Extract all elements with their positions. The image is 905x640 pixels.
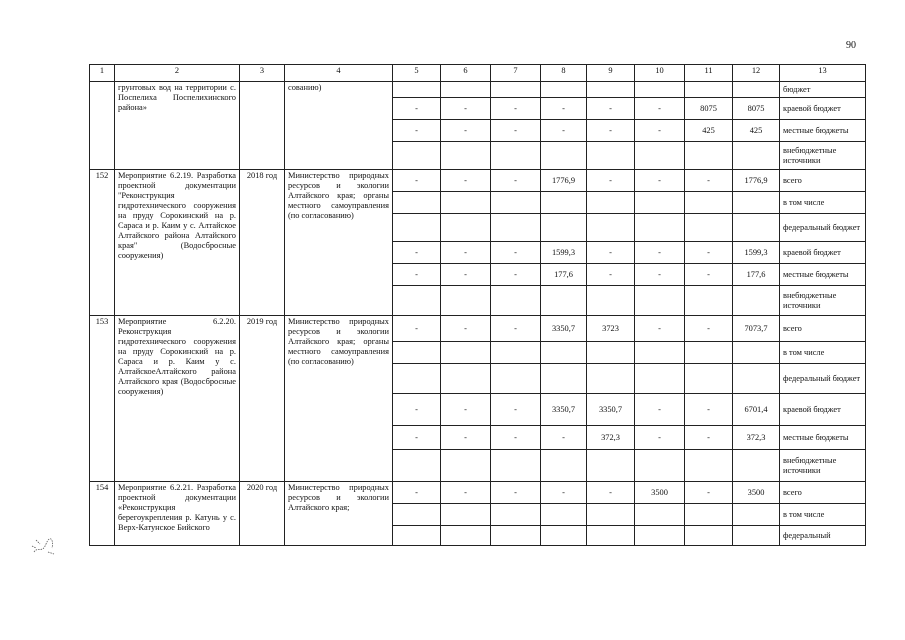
value-cell-col-6 <box>441 504 491 526</box>
value-cell-col-11 <box>685 450 733 482</box>
value-cell-col-8 <box>541 342 587 364</box>
value-cell-col-11 <box>685 142 733 170</box>
value-cell-col-7 <box>491 142 541 170</box>
value-cell-col-7 <box>491 504 541 526</box>
funding-source: внебюджетные источники <box>780 450 866 482</box>
value-cell-col-6: - <box>441 426 491 450</box>
value-cell-col-8: - <box>541 482 587 504</box>
value-cell-col-7 <box>491 364 541 394</box>
value-cell-col-9: - <box>587 264 635 286</box>
value-cell-col-5 <box>393 82 441 98</box>
value-cell-col-10: - <box>635 242 685 264</box>
value-cell-col-6: - <box>441 170 491 192</box>
measure-year: 2018 год <box>240 170 285 316</box>
funding-source: местные бюджеты <box>780 426 866 450</box>
value-cell-col-6: - <box>441 242 491 264</box>
measure-executor: Министерство природных ресурсов и экологии Алтайского края; <box>285 482 393 546</box>
value-cell-col-11: - <box>685 242 733 264</box>
value-cell-col-9 <box>587 342 635 364</box>
value-cell-col-6: - <box>441 120 491 142</box>
value-cell-col-9: - <box>587 242 635 264</box>
value-cell-col-6: - <box>441 394 491 426</box>
header-cell-4: 4 <box>285 65 393 82</box>
funding-source: в том числе <box>780 504 866 526</box>
header-cell-9: 9 <box>587 65 635 82</box>
table-row <box>90 170 866 192</box>
funding-source: всего <box>780 170 866 192</box>
value-cell-col-6 <box>441 142 491 170</box>
value-cell-col-12: 7073,7 <box>733 316 780 342</box>
value-cell-col-8: 3350,7 <box>541 394 587 426</box>
funding-source: внебюджетные источники <box>780 286 866 316</box>
value-cell-col-5 <box>393 192 441 214</box>
value-cell-col-8 <box>541 526 587 546</box>
value-cell-col-9: - <box>587 482 635 504</box>
value-cell-col-5 <box>393 450 441 482</box>
value-cell-col-8 <box>541 82 587 98</box>
value-cell-col-7: - <box>491 120 541 142</box>
table-row <box>90 482 866 504</box>
value-cell-col-5 <box>393 214 441 242</box>
value-cell-col-9: - <box>587 98 635 120</box>
value-cell-col-12 <box>733 364 780 394</box>
header-cell-12: 12 <box>733 65 780 82</box>
value-cell-col-7: - <box>491 482 541 504</box>
value-cell-col-6 <box>441 342 491 364</box>
page-number: 90 <box>846 40 856 51</box>
value-cell-col-10 <box>635 526 685 546</box>
measure-executor: Министерство природных ресурсов и экологии Алтайского края; органы местного самоуправления (по согласованию) <box>285 316 393 482</box>
value-cell-col-6 <box>441 82 491 98</box>
item-number: 152 <box>90 170 115 316</box>
value-cell-col-11: - <box>685 170 733 192</box>
measure-executor: сованию) <box>285 82 393 170</box>
value-cell-col-10 <box>635 364 685 394</box>
value-cell-col-5: - <box>393 120 441 142</box>
value-cell-col-12 <box>733 82 780 98</box>
value-cell-col-7: - <box>491 98 541 120</box>
value-cell-col-12: 3500 <box>733 482 780 504</box>
value-cell-col-10: - <box>635 316 685 342</box>
value-cell-col-10 <box>635 450 685 482</box>
value-cell-col-10: - <box>635 120 685 142</box>
value-cell-col-11 <box>685 364 733 394</box>
value-cell-col-8 <box>541 504 587 526</box>
value-cell-col-8 <box>541 364 587 394</box>
value-cell-col-12: 8075 <box>733 98 780 120</box>
value-cell-col-9: 372,3 <box>587 426 635 450</box>
value-cell-col-7: - <box>491 242 541 264</box>
measure-year: 2019 год <box>240 316 285 482</box>
value-cell-col-10: 3500 <box>635 482 685 504</box>
value-cell-col-10: - <box>635 170 685 192</box>
header-cell-8: 8 <box>541 65 587 82</box>
value-cell-col-7: - <box>491 426 541 450</box>
value-cell-col-11: - <box>685 316 733 342</box>
value-cell-col-10: - <box>635 98 685 120</box>
value-cell-col-10: - <box>635 394 685 426</box>
funding-source: бюджет <box>780 82 866 98</box>
value-cell-col-9: - <box>587 170 635 192</box>
item-number <box>90 82 115 170</box>
measure-year <box>240 82 285 170</box>
value-cell-col-8 <box>541 192 587 214</box>
funding-source: в том числе <box>780 192 866 214</box>
value-cell-col-7 <box>491 450 541 482</box>
header-cell-7: 7 <box>491 65 541 82</box>
value-cell-col-12: 372,3 <box>733 426 780 450</box>
header-cell-1: 1 <box>90 65 115 82</box>
measure-name: Мероприятие 6.2.19. Разработка проектной документации "Реконструкция гидротехнического сооружения на пруду Сорокинский на р. Сараса и р. Каим у с. Алтайское Алтайского района Алтайского края" (Водосбросные сооружения) <box>115 170 240 316</box>
value-cell-col-12 <box>733 342 780 364</box>
value-cell-col-11 <box>685 214 733 242</box>
value-cell-col-8: - <box>541 120 587 142</box>
value-cell-col-9: 3723 <box>587 316 635 342</box>
value-cell-col-7 <box>491 342 541 364</box>
value-cell-col-8 <box>541 450 587 482</box>
value-cell-col-12 <box>733 450 780 482</box>
value-cell-col-8 <box>541 214 587 242</box>
value-cell-col-8: 1776,9 <box>541 170 587 192</box>
value-cell-col-8 <box>541 142 587 170</box>
value-cell-col-9 <box>587 192 635 214</box>
value-cell-col-5 <box>393 342 441 364</box>
value-cell-col-11 <box>685 526 733 546</box>
margin-scribble-mark <box>30 532 58 558</box>
value-cell-col-12 <box>733 504 780 526</box>
value-cell-col-5 <box>393 364 441 394</box>
value-cell-col-11: 425 <box>685 120 733 142</box>
value-cell-col-11 <box>685 342 733 364</box>
measure-name: Мероприятие 6.2.20. Реконструкция гидротехнического сооружения на пруду Сорокинский на р. Сараса и р. Каим у с. АлтайскоеАлтайского района Алтайского края (Водосбросные сооружения) <box>115 316 240 482</box>
value-cell-col-10 <box>635 142 685 170</box>
funding-source: всего <box>780 482 866 504</box>
value-cell-col-10: - <box>635 264 685 286</box>
value-cell-col-7 <box>491 526 541 546</box>
value-cell-col-5 <box>393 526 441 546</box>
value-cell-col-5: - <box>393 170 441 192</box>
header-cell-2: 2 <box>115 65 240 82</box>
funding-source: краевой бюджет <box>780 394 866 426</box>
value-cell-col-6: - <box>441 98 491 120</box>
header-cell-5: 5 <box>393 65 441 82</box>
value-cell-col-5: - <box>393 316 441 342</box>
funding-source: в том числе <box>780 342 866 364</box>
value-cell-col-6 <box>441 214 491 242</box>
value-cell-col-9 <box>587 142 635 170</box>
value-cell-col-9: 3350,7 <box>587 394 635 426</box>
value-cell-col-8: 177,6 <box>541 264 587 286</box>
value-cell-col-6: - <box>441 316 491 342</box>
table-row <box>90 316 866 342</box>
value-cell-col-11: - <box>685 394 733 426</box>
value-cell-col-7 <box>491 82 541 98</box>
value-cell-col-11 <box>685 192 733 214</box>
funding-source: внебюджетные источники <box>780 142 866 170</box>
funding-source: федеральный бюджет <box>780 364 866 394</box>
table-row <box>90 82 866 98</box>
value-cell-col-7: - <box>491 264 541 286</box>
value-cell-col-11 <box>685 82 733 98</box>
value-cell-col-5: - <box>393 426 441 450</box>
value-cell-col-12 <box>733 142 780 170</box>
header-cell-3: 3 <box>240 65 285 82</box>
value-cell-col-12 <box>733 214 780 242</box>
value-cell-col-12: 1776,9 <box>733 170 780 192</box>
value-cell-col-5: - <box>393 264 441 286</box>
value-cell-col-9 <box>587 286 635 316</box>
value-cell-col-12: 1599,3 <box>733 242 780 264</box>
budget-table <box>89 64 866 546</box>
value-cell-col-12 <box>733 526 780 546</box>
funding-source: всего <box>780 316 866 342</box>
funding-source: краевой бюджет <box>780 242 866 264</box>
measure-year: 2020 год <box>240 482 285 546</box>
value-cell-col-11: 8075 <box>685 98 733 120</box>
value-cell-col-10 <box>635 82 685 98</box>
value-cell-col-12: 177,6 <box>733 264 780 286</box>
value-cell-col-6 <box>441 192 491 214</box>
value-cell-col-5: - <box>393 394 441 426</box>
value-cell-col-11 <box>685 504 733 526</box>
value-cell-col-9: - <box>587 120 635 142</box>
item-number: 153 <box>90 316 115 482</box>
value-cell-col-6: - <box>441 482 491 504</box>
funding-source: краевой бюджет <box>780 98 866 120</box>
value-cell-col-8: - <box>541 426 587 450</box>
value-cell-col-7 <box>491 286 541 316</box>
funding-source: федеральный бюджет <box>780 214 866 242</box>
header-cell-10: 10 <box>635 65 685 82</box>
value-cell-col-10 <box>635 504 685 526</box>
value-cell-col-9 <box>587 82 635 98</box>
value-cell-col-5: - <box>393 482 441 504</box>
value-cell-col-12 <box>733 192 780 214</box>
value-cell-col-11: - <box>685 482 733 504</box>
value-cell-col-9 <box>587 214 635 242</box>
value-cell-col-5 <box>393 504 441 526</box>
header-row <box>90 65 866 82</box>
value-cell-col-10: - <box>635 426 685 450</box>
header-cell-13: 13 <box>780 65 866 82</box>
value-cell-col-8: 3350,7 <box>541 316 587 342</box>
value-cell-col-9 <box>587 504 635 526</box>
funding-source: местные бюджеты <box>780 264 866 286</box>
value-cell-col-6 <box>441 526 491 546</box>
funding-source: федеральный <box>780 526 866 546</box>
value-cell-col-10 <box>635 286 685 316</box>
value-cell-col-11: - <box>685 426 733 450</box>
value-cell-col-11: - <box>685 264 733 286</box>
value-cell-col-8 <box>541 286 587 316</box>
header-cell-6: 6 <box>441 65 491 82</box>
header-cell-11: 11 <box>685 65 733 82</box>
measure-name: грунтовых вод на территории с. Поспелиха Поспелихинского района» <box>115 82 240 170</box>
value-cell-col-7: - <box>491 394 541 426</box>
value-cell-col-11 <box>685 286 733 316</box>
value-cell-col-12 <box>733 286 780 316</box>
value-cell-col-7 <box>491 214 541 242</box>
value-cell-col-10 <box>635 192 685 214</box>
value-cell-col-6 <box>441 364 491 394</box>
value-cell-col-9 <box>587 526 635 546</box>
value-cell-col-12: 425 <box>733 120 780 142</box>
item-number: 154 <box>90 482 115 546</box>
value-cell-col-8: 1599,3 <box>541 242 587 264</box>
value-cell-col-5: - <box>393 98 441 120</box>
value-cell-col-6 <box>441 286 491 316</box>
measure-name: Мероприятие 6.2.21. Разработка проектной документации «Реконструкция берегоукрепления р. Катунь у с. Верх-Катунское Бийского <box>115 482 240 546</box>
value-cell-col-6 <box>441 450 491 482</box>
value-cell-col-7: - <box>491 170 541 192</box>
value-cell-col-12: 6701,4 <box>733 394 780 426</box>
measure-executor: Министерство природных ресурсов и экологии Алтайского края; органы местного самоуправления (по согласованию) <box>285 170 393 316</box>
value-cell-col-6: - <box>441 264 491 286</box>
value-cell-col-9 <box>587 364 635 394</box>
value-cell-col-5 <box>393 286 441 316</box>
value-cell-col-9 <box>587 450 635 482</box>
value-cell-col-5: - <box>393 242 441 264</box>
funding-source: местные бюджеты <box>780 120 866 142</box>
value-cell-col-7 <box>491 192 541 214</box>
value-cell-col-10 <box>635 214 685 242</box>
value-cell-col-8: - <box>541 98 587 120</box>
value-cell-col-10 <box>635 342 685 364</box>
value-cell-col-5 <box>393 142 441 170</box>
value-cell-col-7: - <box>491 316 541 342</box>
